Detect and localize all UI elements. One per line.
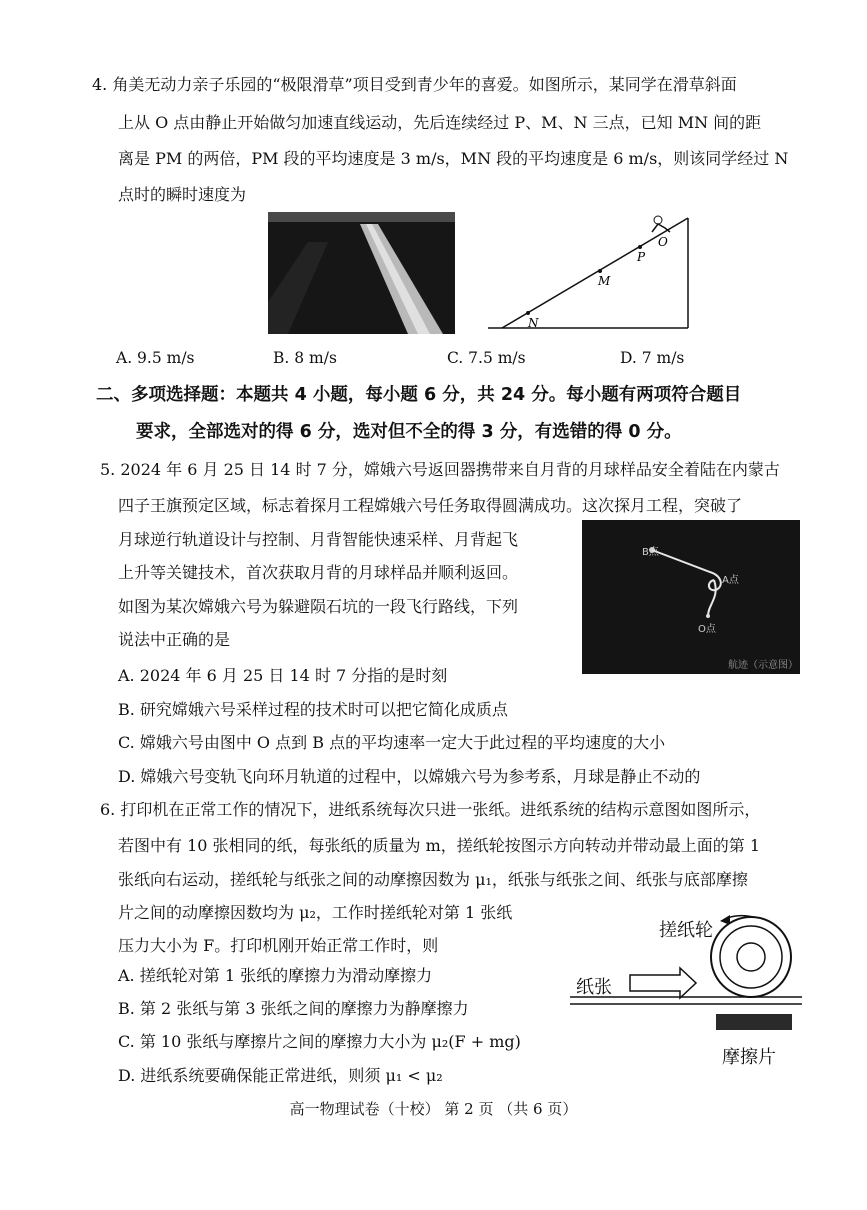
label-N: N	[528, 316, 539, 330]
label-O: O	[658, 235, 668, 249]
label-pad: 摩擦片	[722, 1047, 776, 1068]
q5-line-6: 说法中正确的是	[118, 630, 231, 649]
q4-option-b: B. 8 m/s	[273, 349, 337, 367]
q4-line-1: 4. 角美无动力亲子乐园的“极限滑草”项目受到青少年的喜爱。如图所示，某同学在滑草斜面	[92, 75, 737, 94]
q6-option-b: B. 第 2 张纸与第 3 张纸之间的摩擦力为静摩擦力	[118, 999, 469, 1018]
q6-option-c: C. 第 10 张纸与摩擦片之间的摩擦力大小为 μ₂(F + mg)	[118, 1032, 521, 1051]
label-b-point: B点	[642, 547, 659, 558]
trajectory-figure	[582, 520, 800, 674]
q4-option-d: D. 7 m/s	[620, 349, 685, 367]
q5-line-4: 上升等关键技术，首次获取月背的月球样品并顺利返回。	[118, 563, 519, 582]
figure-caption: 航迹（示意图）	[728, 660, 798, 671]
grass-slide-photo	[268, 212, 455, 334]
q4-option-c: C. 7.5 m/s	[447, 349, 526, 367]
q5-option-b: B. 研究嫦娥六号采样过程的技术时可以把它简化成质点	[118, 700, 508, 719]
q5-option-d: D. 嫦娥六号变轨飞向环月轨道的过程中，以嫦娥六号为参考系，月球是静止不动的	[118, 767, 701, 786]
label-paper: 纸张	[576, 977, 612, 998]
q4-line-3: 离是 PM 的两倍，PM 段的平均速度是 3 m/s，MN 段的平均速度是 6 m/s，则该同学经过 N	[118, 149, 789, 168]
q5-line-3: 月球逆行轨道设计与控制、月背智能快速采样、月背起飞	[118, 530, 519, 549]
q6-line-1: 6. 打印机在正常工作的情况下，进纸系统每次只进一张纸。进纸系统的结构示意图如图所示，	[100, 800, 761, 819]
q5-line-1: 5. 2024 年 6 月 25 日 14 时 7 分，嫦娥六号返回器携带来自月背的月球样品安全着陆在内蒙古	[100, 460, 780, 479]
q6-option-d: D. 进纸系统要确保能正常进纸，则须 μ₁ < μ₂	[118, 1066, 443, 1085]
slope-diagram	[480, 210, 700, 335]
q6-line-4: 片之间的动摩擦因数均为 μ₂，工作时搓纸轮对第 1 张纸	[118, 903, 513, 922]
printer-feed-diagram	[570, 905, 810, 1040]
q5-line-2: 四子王旗预定区域，标志着探月工程嫦娥六号任务取得圆满成功。这次探月工程，突破了	[118, 496, 743, 515]
q4-line-4: 点时的瞬时速度为	[118, 185, 247, 204]
label-o-point: O点	[698, 624, 716, 635]
page-footer: 高一物理试卷（十校） 第 2 页 （共 6 页）	[289, 1100, 578, 1118]
label-P: P	[637, 250, 646, 264]
q5-option-a: A. 2024 年 6 月 25 日 14 时 7 分指的是时刻	[118, 666, 448, 685]
q6-option-a: A. 搓纸轮对第 1 张纸的摩擦力为滑动摩擦力	[118, 966, 433, 985]
q4-line-2: 上从 O 点由静止开始做匀加速直线运动，先后连续经过 P、M、N 三点，已知 MN 间的距	[118, 113, 762, 132]
q5-line-5: 如图为某次嫦娥六号为躲避陨石坑的一段飞行路线，下列	[118, 597, 519, 616]
section-2-heading-cont: 要求，全部选对的得 6 分，选对但不全的得 3 分，有选错的得 0 分。	[136, 422, 682, 442]
label-roller: 搓纸轮	[659, 920, 713, 941]
q4-option-a: A. 9.5 m/s	[116, 349, 195, 367]
q6-line-3: 张纸向右运动，搓纸轮与纸张之间的动摩擦因数为 μ₁，纸张与纸张之间、纸张与底部摩擦	[118, 870, 748, 889]
q6-line-5: 压力大小为 F。打印机刚开始正常工作时，则	[118, 936, 439, 955]
label-a-point: A点	[722, 575, 739, 586]
section-2-heading: 二、多项选择题：本题共 4 小题，每小题 6 分，共 24 分。每小题有两项符合题目	[96, 385, 742, 405]
q6-line-2: 若图中有 10 张相同的纸，每张纸的质量为 m，搓纸轮按图示方向转动并带动最上面的第 1	[118, 836, 761, 855]
label-M: M	[598, 274, 611, 288]
q5-option-c: C. 嫦娥六号由图中 O 点到 B 点的平均速率一定大于此过程的平均速度的大小	[118, 733, 666, 752]
